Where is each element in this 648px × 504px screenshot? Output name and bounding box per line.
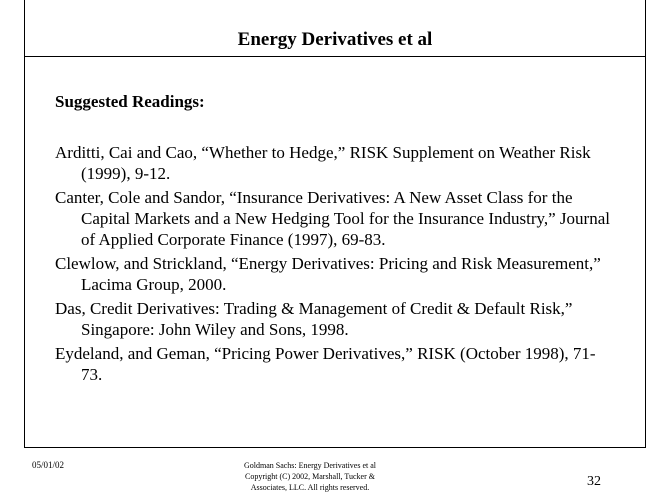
footer-date: 05/01/02 (32, 460, 65, 470)
reference-item: Arditti, Cai and Cao, “Whether to Hedge,” RISK Supplement on Weather Risk (1999), 9-12. (55, 143, 591, 183)
reference-item: Eydeland, and Geman, “Pricing Power Derivatives,” RISK (October 1998), 71-73. (55, 344, 596, 384)
page-number: 32 (587, 474, 601, 489)
copyright-line: Goldman Sachs: Energy Derivatives et al (243, 461, 377, 470)
title-divider (25, 56, 645, 57)
reference-list (55, 142, 615, 388)
footer-copyright (226, 460, 394, 493)
slide-frame (24, 0, 646, 448)
copyright-line: Copyright (C) 2002, Marshall, Tucker & (245, 472, 375, 481)
section-heading: Suggested Readings: (55, 92, 205, 111)
reference-item: Canter, Cole and Sandor, “Insurance Derivatives: A New Asset Class for the Capital Markets and a New Hedging Tool for the Insurance Industry,” Journal of Applied Corporate Finance (1997), 69-83. (55, 188, 610, 249)
slide-title: Energy Derivatives et al (237, 29, 433, 50)
reference-item: Das, Credit Derivatives: Trading & Management of Credit & Default Risk,” Singapore: John Wiley and Sons, 1998. (55, 299, 573, 339)
reference-item: Clewlow, and Strickland, “Energy Derivatives: Pricing and Risk Measurement,” Lacima Group, 2000. (55, 254, 601, 294)
copyright-line: Associates, LLC. All rights reserved. (250, 483, 370, 492)
